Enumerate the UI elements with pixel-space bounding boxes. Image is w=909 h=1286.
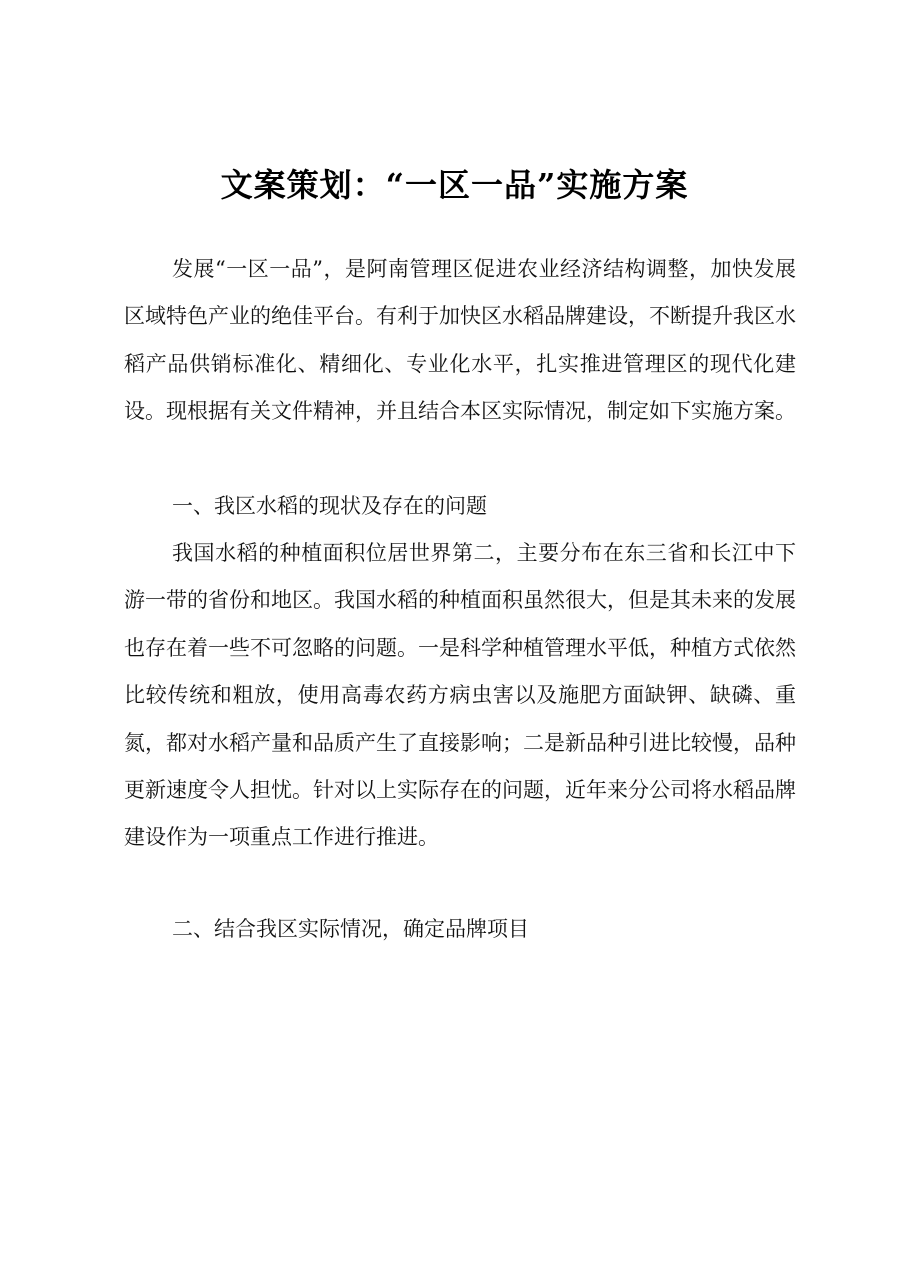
section-heading-2: 二、结合我区实际情况，确定品牌项目 [172,917,529,941]
section-heading-1: 一、我区水稻的现状及存在的问题 [172,494,487,518]
document-title: 文案策划：“一区一品”实施方案 [220,166,689,204]
paragraph-intro: 发展“一区一品”，是阿南管理区促进农业经济结构调整，加快发展区域特色产业的绝佳平台。有利于加快区水稻品牌建设，不断提升我区水稻产品供销标准化、精细化、专业化水平，扎实推进管理区的现代化建设。现根据有关文件精神，并且结合本区实际情况，制定如下实施方案。 [124,257,796,424]
paragraph-status: 我国水稻的种植面积位居世界第二，主要分布在东三省和长江中下游一带的省份和地区。我国水稻的种植面积虽然很大，但是其未来的发展也存在着一些不可忽略的问题。一是科学种植管理水平低，种植方式依然比较传统和粗放，使用高毒农药方病虫害以及施肥方面缺钾、缺磷、重氮，都对水稻产量和品质产生了直接影响；二是新品种引进比较慢，品种更新速度令人担忧。针对以上实际存在的问题，近年来分公司将水稻品牌建设作为一项重点工作进行推进。 [124,541,796,850]
